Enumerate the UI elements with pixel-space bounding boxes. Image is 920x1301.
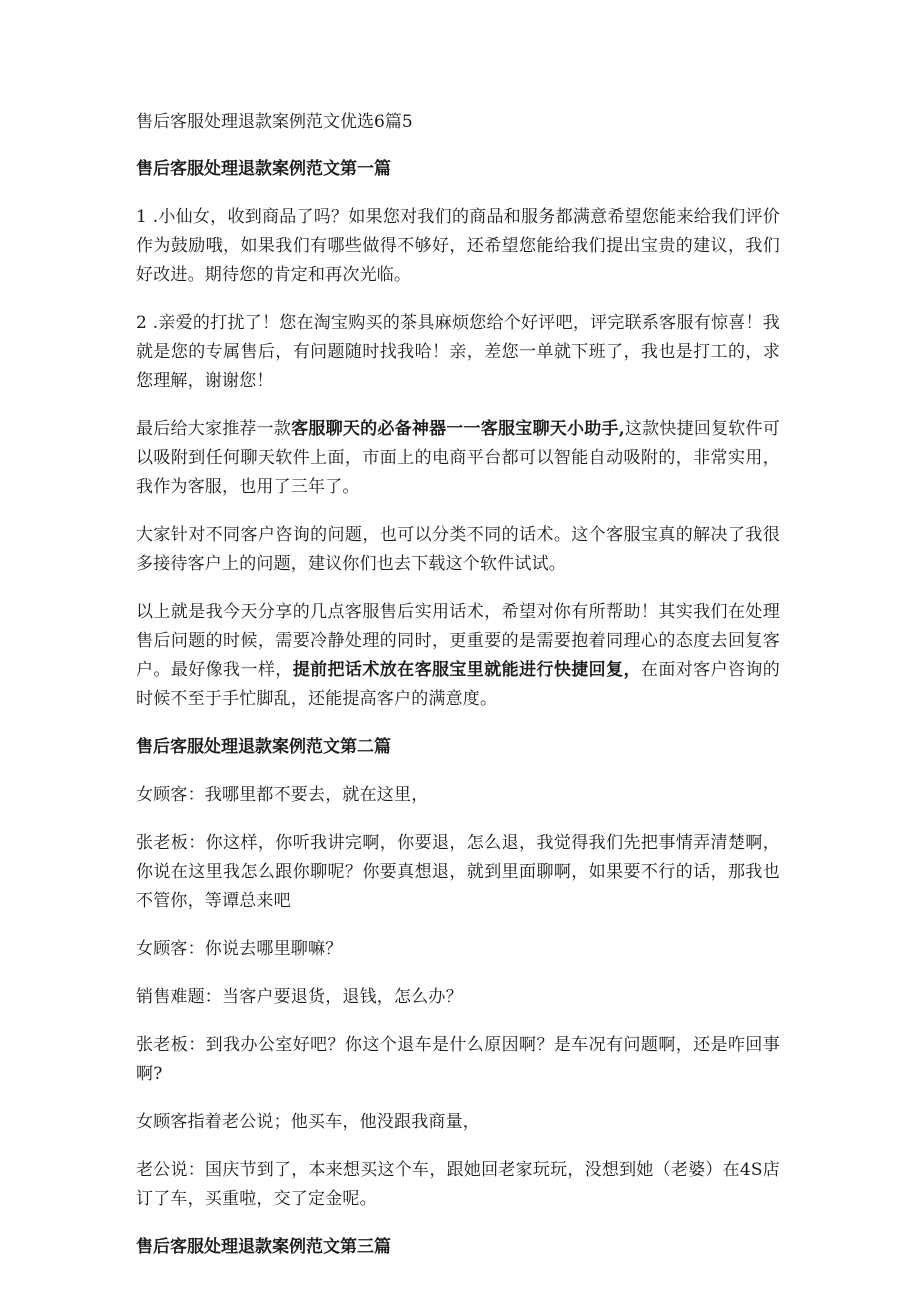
- closing-bold: 提前把话术放在客服宝里就能进行快捷回复，: [292, 660, 641, 680]
- dialogue-line: 老公说：国庆节到了，本来想买这个车，跟她回老家玩玩，没想到她（老婆）在4S店订了车，买重啦，交了定金呢。: [136, 1160, 780, 1209]
- section-heading-3: 售后客服处理退款案例范文第三篇: [136, 1237, 391, 1257]
- section-heading-2: 售后客服处理退款案例范文第二篇: [136, 737, 391, 757]
- dialogue-line: 张老板：到我办公室好吧？你这个退车是什么原因啊？是车况有问题啊，还是咋回事啊?: [136, 1035, 780, 1084]
- dialogue-line: 女顾客：你说去哪里聊嘛？: [136, 939, 343, 959]
- recommend-post: 这款快捷回复软件可以吸附到任何聊天软件上面，市面上的电商平台都可以智能自动吸附的，非常实用，我作为客服，也用了三年了。: [136, 419, 780, 497]
- recommend-pre: 最后给大家推荐一款: [136, 419, 292, 439]
- closing-pre: 以上就是我今天分享的几点客服售后实用话术，希望对你有所帮助！其实我们在处理售后问题的时候，需要冷静处理的同时，更重要的是需要抱着同理心的态度去回复客户。最好像我一样，: [136, 602, 780, 680]
- dialogue-line: 女顾客指着老公说；他买车，他没跟我商量，: [136, 1112, 480, 1132]
- closing-post: 在面对客户咨询的时候不至于手忙脚乱，还能提高客户的满意度。: [136, 660, 780, 709]
- recommend-paragraph: [136, 415, 780, 502]
- paragraph: 大家针对不同客户咨询的问题，也可以分类不同的话术。这个客服宝真的解决了我很多接待客户上的问题，建议你们也去下载这个软件试试。: [136, 525, 780, 574]
- closing-paragraph: [136, 598, 780, 714]
- paragraph: 2 .亲爱的打扰了！您在淘宝购买的茶具麻烦您给个好评吧，评完联系客服有惊喜！我就是您的专属售后，有问题随时找我哈！亲，差您一单就下班了，我也是打工的，求您理解，谢谢您！: [136, 313, 780, 391]
- recommend-bold: 客服聊天的必备神器一一客服宝聊天小助手,: [291, 419, 625, 439]
- document-page: [136, 108, 780, 1281]
- document-title: 售后客服处理退款案例范文优选6篇5: [136, 112, 413, 132]
- dialogue-line: 女顾客：我哪里都不要去，就在这里，: [136, 785, 429, 805]
- paragraph: 1 .小仙女，收到商品了吗？如果您对我们的商品和服务都满意希望您能来给我们评价作为鼓励哦，如果我们有哪些做得不够好，还希望您能给我们提出宝贵的建议，我们好改进。期待您的肯定和再次光临。: [136, 207, 780, 285]
- section-heading-1: 售后客服处理退款案例范文第一篇: [136, 159, 391, 179]
- dialogue-line: 张老板：你这样，你听我讲完啊，你要退，怎么退，我觉得我们先把事情弄清楚啊，你说在这里我怎么跟你聊呢？你要真想退，就到里面聊啊，如果要不行的话，那我也不管你，等谭总来吧: [136, 833, 780, 911]
- dialogue-line: 销售难题：当客户要退货，退钱，怎么办？: [136, 987, 463, 1007]
